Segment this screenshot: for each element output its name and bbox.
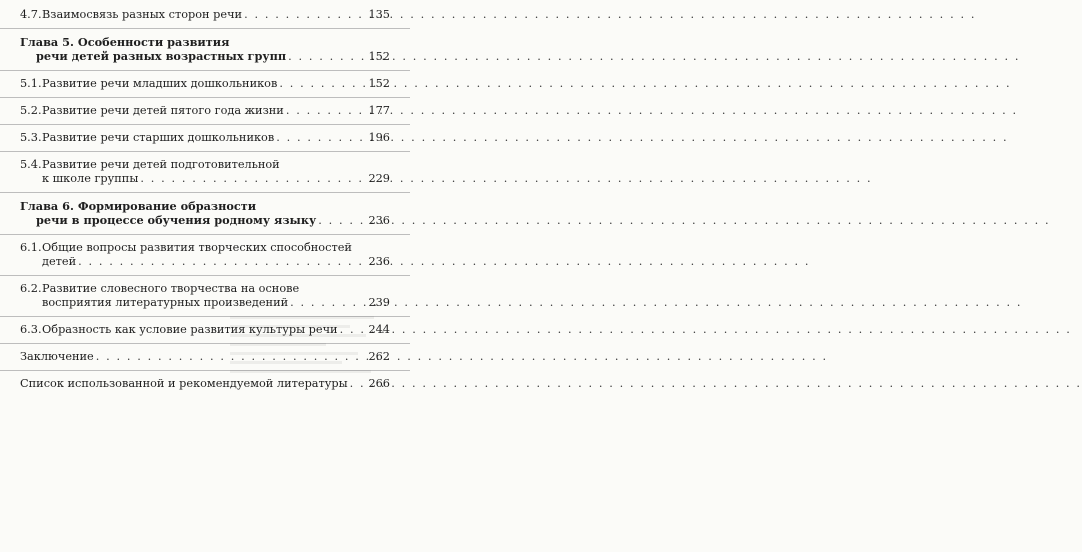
toc-leader — [96, 350, 828, 364]
divider — [0, 192, 410, 193]
toc-title: Взаимосвязь разных сторон речи — [42, 8, 243, 21]
toc-entry-4-7 — [20, 8, 390, 22]
chapter-heading: Глава 6. Формирование образности — [20, 199, 257, 213]
toc-leader — [350, 377, 1082, 391]
toc-page-number: 266 — [368, 377, 390, 390]
toc-chapter-5 — [20, 35, 390, 64]
toc-number: 6.1. — [20, 241, 42, 254]
toc-leader — [140, 172, 872, 186]
toc-entry-6-1 — [20, 241, 390, 269]
toc-page-number: 239 — [368, 296, 390, 309]
toc-number: 5.2. — [20, 104, 42, 117]
toc-entry-5-2 — [20, 104, 390, 118]
toc-leader — [244, 8, 976, 22]
toc-page-number: 135 — [368, 8, 390, 21]
toc-title: Развитие речи младших дошкольников — [42, 77, 278, 90]
toc-page-number: 262 — [368, 350, 390, 363]
toc-entry-5-1 — [20, 77, 390, 91]
chapter-heading-cont: речи в процессе обучения родному языку — [36, 213, 317, 227]
toc-number: 6.3. — [20, 323, 42, 336]
toc-page-number: 152 — [368, 77, 390, 90]
toc-page-number: 236 — [368, 214, 390, 227]
toc-title: Общие вопросы развития творческих способностей — [42, 241, 352, 254]
toc-leader — [290, 296, 1022, 310]
toc-title: Список использованной и рекомендуемой литературы — [20, 377, 348, 390]
toc-leader — [288, 50, 1020, 64]
toc-number: 5.1. — [20, 77, 42, 90]
chapter-heading: Глава 5. Особенности развития — [20, 35, 230, 49]
toc-entry-5-3 — [20, 131, 390, 145]
toc-title: Образность как условие развития культуры речи — [42, 323, 338, 336]
toc-leader — [318, 214, 1050, 228]
toc-leader — [286, 104, 1018, 118]
divider — [0, 151, 410, 152]
show-through-text — [230, 310, 390, 450]
toc-number: 5.3. — [20, 131, 42, 144]
toc-page-number: 177 — [368, 104, 390, 117]
toc-chapter-6 — [20, 199, 390, 228]
toc-entry-5-4 — [20, 158, 390, 186]
toc-leader — [340, 323, 1072, 337]
toc-number: 4.7. — [20, 8, 42, 21]
chapter-heading-cont: речи детей разных возрастных групп — [36, 49, 287, 63]
divider — [0, 28, 410, 29]
toc-leader — [78, 255, 810, 269]
toc-number: 5.4. — [20, 158, 42, 171]
toc-title: Развитие речи старших дошкольников — [42, 131, 275, 144]
toc-number: 6.2. — [20, 282, 42, 295]
toc-title-cont: к школе группы — [42, 172, 139, 185]
toc-title: Заключение — [20, 350, 94, 363]
toc-page-number: 196 — [368, 131, 390, 144]
divider — [0, 70, 410, 71]
toc-title: Развитие речи детей подготовительной — [42, 158, 280, 171]
divider — [0, 234, 410, 235]
divider — [0, 124, 410, 125]
toc-title: Развитие словесного творчества на основе — [42, 282, 300, 295]
divider — [0, 97, 410, 98]
toc-title-cont: детей — [42, 255, 77, 268]
toc-page-number: 236 — [368, 255, 390, 268]
toc-page-number: 244 — [368, 323, 390, 336]
toc-title: Развитие речи детей пятого года жизни — [42, 104, 284, 117]
toc-entry-6-2 — [20, 282, 390, 310]
toc-page-number: 229 — [368, 172, 390, 185]
toc-page-number: 152 — [368, 50, 390, 63]
divider — [0, 275, 410, 276]
toc-title-cont: восприятия литературных произведений — [42, 296, 289, 309]
